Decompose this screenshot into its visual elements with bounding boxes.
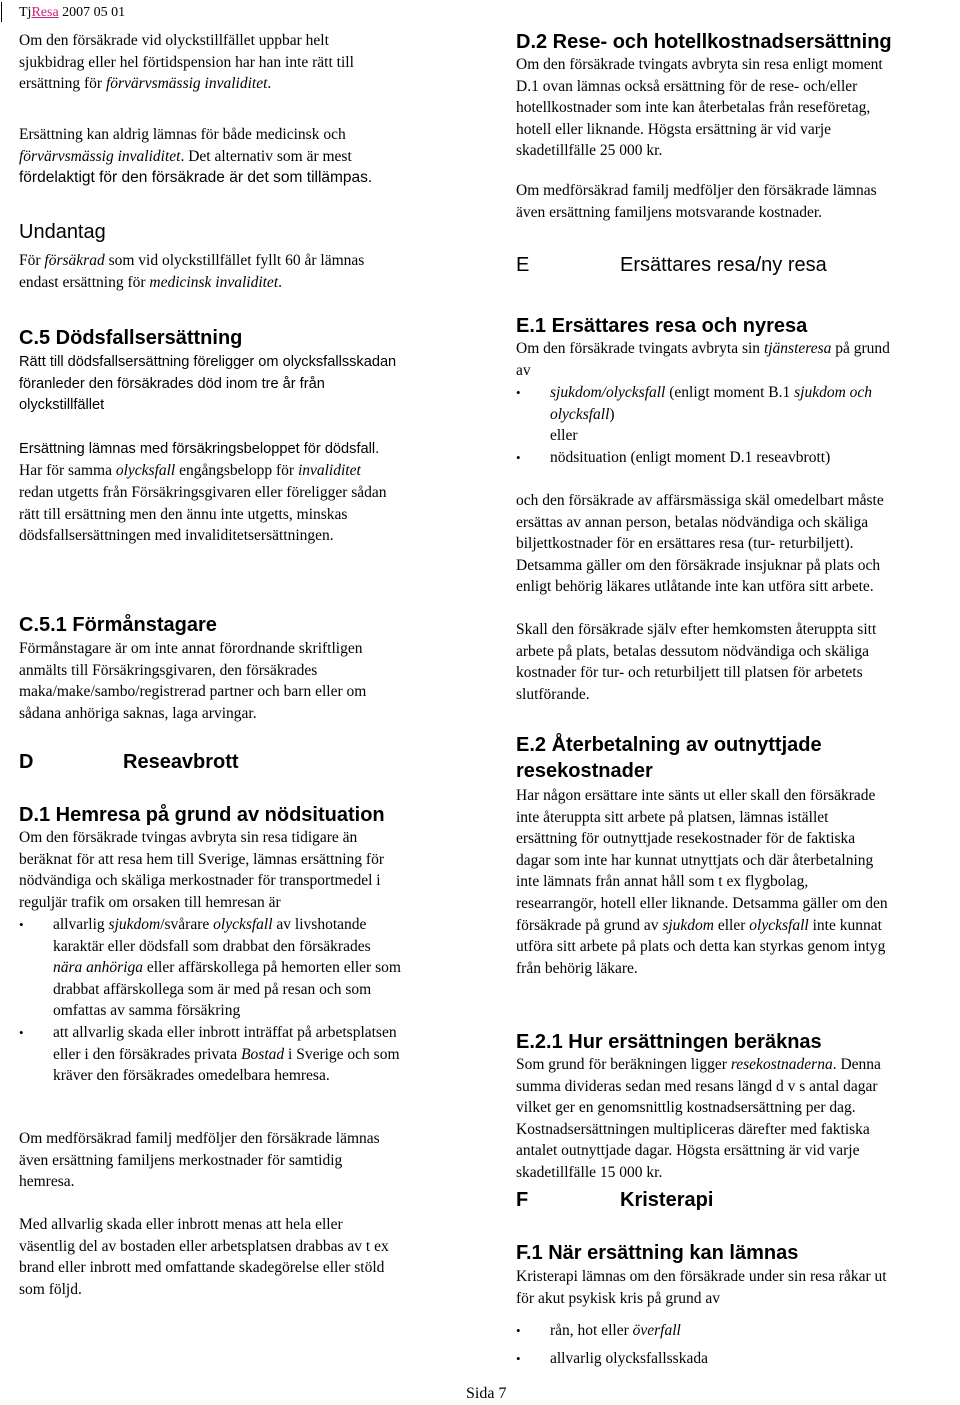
e1-bullet-list: [516, 382, 956, 468]
d1-heading: D.1 Hemresa på grund av nödsituation: [19, 804, 385, 826]
d1-section: [19, 803, 465, 913]
c51-section: [19, 613, 465, 724]
c51-heading: C.5.1 Förmånstagare: [19, 614, 217, 636]
c5-text: Rätt till dödsfallsersättning föreligger om olycksfallsskadan föranleder den försäkrades död inom tre år från olyckstillfället: [19, 354, 397, 414]
bullet-icon: •: [516, 385, 521, 400]
section-f-letter: F: [516, 1189, 529, 1211]
header-date: 2007 05 01: [58, 5, 126, 20]
e1-heading: E.1 Ersättares resa och nyresa: [516, 315, 808, 337]
c5-text-3: Har för samma olycksfall engångsbelopp för invaliditet redan utgetts från Försäkringsgivaren eller föreligger sådan rätt till ersättning men den ännu inte utgetts, minskas dödsfallsersättningen med invaliditetsersättningen.: [19, 462, 387, 545]
list-item: • sjukdom/olycksfall (enligt moment B.1 sjukdom och olycksfall) eller: [516, 384, 873, 445]
f1-bullet-list: [516, 1320, 956, 1369]
left-second-paragraph: Ersättning kan aldrig lämnas för både medicinsk och förvärvsmässig invaliditet. Det alternativ som är mest fördelaktigt för den försäkrade är det som tillämpas.: [19, 126, 373, 187]
bullet-icon: •: [516, 449, 521, 465]
f1-heading: F.1 När ersättning kan lämnas: [516, 1242, 799, 1264]
header-rule: [1, 2, 2, 22]
page-number: Sida 7: [466, 1385, 507, 1402]
section-e-letter: E: [516, 254, 530, 276]
e1-paragraph-2: och den försäkrade av affärsmässiga skäl omedelbart måste ersättas av annan person, betalas nödvändiga och skäliga biljettkostnader för en ersättares resa (tur- returbiljett). Detsamma gäller om den försäkrade insjuknar på plats och enligt behörig läkares utlåtande inte kan utföra sitt arbete.: [516, 492, 884, 596]
left-intro-paragraph: Om den försäkrade vid olyckstillfället uppbar helt sjukbidrag eller hel förtidspension har han inte rätt till ersättning för förvärvsmässig invaliditet.: [19, 32, 354, 93]
header-prefix: Tj: [19, 5, 32, 20]
section-d-title: Reseavbrott: [123, 751, 239, 773]
e2-heading: E.2 Återbetalning av outnyttjade resekostnader: [516, 734, 822, 782]
c5-text-2: Ersättning lämnas med försäkringsbeloppet för dödsfall.: [19, 440, 380, 457]
e2-section: [516, 732, 956, 979]
e21-text: Som grund för beräkningen ligger resekostnaderna. Denna summa divideras sedan med resans längd d v s antal dagar vilket ger en genomsnittlig kostnadsersättning per dag. Kostnadsersättningen multipliceras därefter med faktiska antalet outnyttjade dagar. Högsta ersättning är vid varje skadetillfälle 15 000 kr.: [516, 1056, 881, 1181]
bullet-icon: •: [516, 1350, 521, 1366]
d2-heading: D.2 Rese- och hotellkostnadsersättning: [516, 31, 892, 53]
header-text: [19, 5, 125, 21]
list-item: • allvarlig sjukdom/svårare olycksfall av livshotande karaktär eller dödsfall som drabbat den försäkrades nära anhöriga eller affärskollega på hemorten eller som drabbat affärskollega som är med på resan och som omfattas av samma försäkring: [19, 916, 401, 1020]
bullet-icon: •: [19, 917, 24, 932]
e1-text: Om den försäkrade tvingats avbryta sin tjänsteresa på grund av: [516, 340, 890, 379]
list-item: • rån, hot eller överfall: [516, 1320, 956, 1342]
e21-heading: E.2.1 Hur ersättningen beräknas: [516, 1031, 822, 1053]
e1-paragraph-3: Skall den försäkrade själv efter hemkomsten återuppta sitt arbete på plats, betalas dessutom nödvändiga och skäliga kostnader för tur- och returbiljett till platsen för arbetets slutförande.: [516, 621, 877, 703]
f1-text: Kristerapi lämnas om den försäkrade under sin resa råkar ut för akut psykisk kris på grund av: [516, 1268, 887, 1307]
d2-section: [516, 30, 956, 162]
page-header: [0, 2, 960, 24]
list-item: • att allvarlig skada eller inbrott inträffat på arbetsplatsen eller i den försäkrades privata Bostad i Sverige och som kräver den försäkrades omedelbara hemresa.: [19, 1023, 400, 1085]
list-item: • nödsituation (enligt moment D.1 reseavbrott): [516, 447, 956, 469]
section-e-title: Ersättares resa/ny resa: [620, 254, 827, 276]
bullet-icon: •: [19, 1024, 24, 1040]
c5-section: [19, 326, 465, 547]
section-d-letter: D: [19, 751, 34, 773]
d1-damage-paragraph: Med allvarlig skada eller inbrott menas att hela eller väsentlig del av bostaden eller arbetsplatsen drabbas av t ex brand eller inbrott med omfattande skadegörelse eller stöld som följd.: [19, 1216, 389, 1298]
undantag-text: För försäkrad som vid olyckstillfället fyllt 60 år lämnas endast ersättning för medicinsk invaliditet.: [19, 252, 365, 291]
c5-heading: C.5 Dödsfallsersättning: [19, 327, 243, 349]
f1-section: [516, 1241, 956, 1309]
d1-text: Om den försäkrade tvingas avbryta sin resa tidigare än beräknat för att resa hem till Sverige, lämnas ersättning för nödvändiga och skäliga merkostnader för transportmedel i reguljär trafik om orsaken till hemresan är: [19, 829, 384, 911]
section-f-title: Kristerapi: [620, 1189, 714, 1211]
undantag-section: [19, 220, 465, 293]
d2-text: Om den försäkrade tvingats avbryta sin resa enligt moment D.1 ovan lämnas också ersättning för de rese- och/eller hotellkostnader som inte kan återbetalas från reseföretag, hotell eller liknande. Högsta ersättning är vid varje skadetillfälle 25 000 kr.: [516, 56, 883, 160]
list-item: • allvarlig olycksfallsskada: [516, 1348, 956, 1370]
d2-family-paragraph: Om medförsäkrad familj medföljer den försäkrade lämnas även ersättning familjens motsvarande kostnader.: [516, 182, 877, 221]
undantag-heading: Undantag: [19, 221, 106, 243]
e1-section: [516, 314, 956, 381]
e21-section: [516, 1030, 956, 1184]
d1-family-paragraph: Om medförsäkrad familj medföljer den försäkrade lämnas även ersättning familjens merkostnader för samtidig hemresa.: [19, 1130, 380, 1191]
header-link[interactable]: Resa: [31, 5, 59, 20]
bullet-icon: •: [516, 1323, 521, 1338]
e2-text: Har någon ersättare inte sänts ut eller skall den försäkrade inte återuppta sitt arbete på platsen, lämnas istället ersättning för outnyttjade resekostnader för de faktiska dagar som inte har kunnat utnyttjats och där återbetalning inte lämnats från annat håll som t ex flygbolag, researrangör, hotell eller liknande. Detsamma gäller om den försäkrade på grund av sjukdom eller olycksfall inte kunnat utföra sitt arbete på plats och detta kan styrkas genom intyg från behörig läkare.: [516, 787, 888, 977]
c51-text: Förmånstagare är om inte annat förordnande skriftligen anmälts till Försäkringsgivaren, den försäkrades maka/make/sambo/registrerad partner och barn eller om sådana anhöriga saknas, laga arvingar.: [19, 640, 367, 722]
d1-bullet-list: [19, 914, 465, 1087]
